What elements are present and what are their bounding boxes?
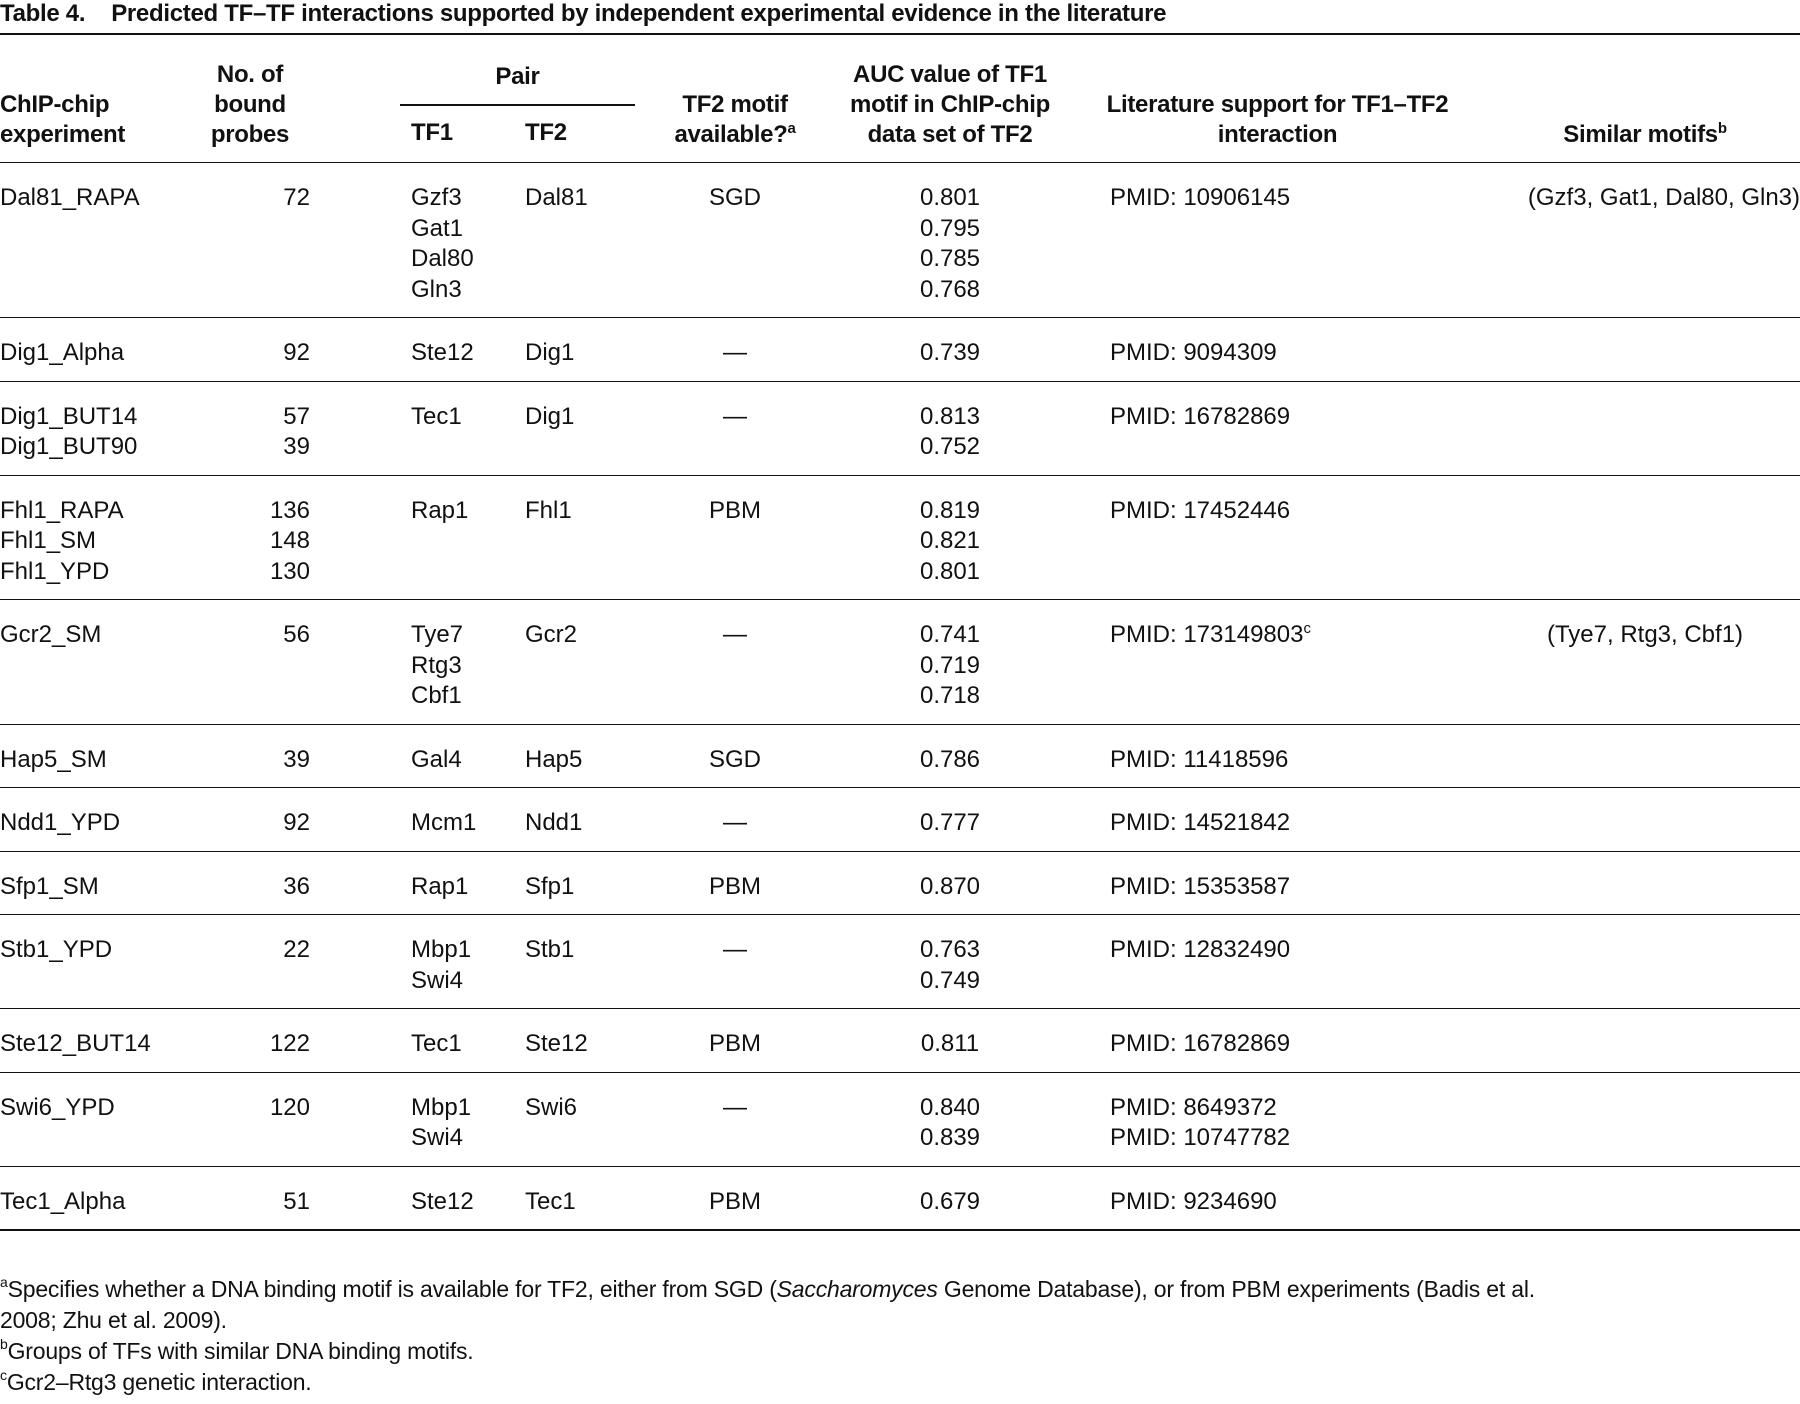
experiment-cell	[0, 163, 190, 318]
similar-motifs-cell	[1490, 1072, 1800, 1166]
auc-cell	[835, 381, 1065, 475]
probes-cell-line: 39	[283, 433, 310, 460]
tf2-cell	[525, 381, 635, 475]
experiment-cell-line: Ste12_BUT14	[0, 1030, 151, 1057]
probes-cell	[190, 1072, 310, 1166]
table-label: Table 4.	[0, 0, 86, 27]
motif-cell-text: —	[723, 621, 747, 648]
probes-cell	[190, 318, 310, 382]
table-row	[0, 600, 1800, 725]
top-rule	[0, 33, 1800, 35]
table-row	[0, 1166, 1800, 1230]
experiment-cell-line: Dig1_BUT90	[0, 433, 138, 460]
footnote-c: $^c$Gcr2–Rtg3 genetic interaction.	[0, 1367, 312, 1395]
probes-cell-line: 51	[283, 1187, 310, 1215]
auc-cell-line: 0.839	[919, 1124, 981, 1151]
tf2-cell-text: Ste12	[525, 1030, 588, 1057]
tf2-cell-text: Sfp1	[525, 872, 575, 900]
motif-cell-text: PBM	[708, 1187, 761, 1215]
experiment-cell-line: Ndd1_YPD	[0, 809, 121, 836]
literature-cell	[1065, 1009, 1490, 1073]
motif-cell-text: —	[723, 339, 747, 366]
similar-motifs-cell	[1490, 724, 1800, 788]
experiment-cell-line: Fhl1_RAPA	[0, 496, 124, 524]
header-similar: Similar motifs$^b$	[1563, 120, 1727, 148]
auc-cell	[835, 915, 1065, 1009]
literature-cell	[1065, 724, 1490, 788]
probes-cell-line: 92	[283, 809, 310, 836]
footnote-b: $^b$Groups of TFs with similar DNA binding motifs.	[0, 1336, 474, 1364]
auc-cell-line: 0.821	[919, 527, 981, 554]
table-row	[0, 381, 1800, 475]
table-caption	[0, 0, 1166, 28]
probes-cell	[190, 788, 310, 852]
tf1-cell-line: Mbp1	[411, 1093, 472, 1121]
probes-cell-line: 136	[269, 496, 310, 524]
tf1-cell	[310, 475, 525, 600]
tf1-cell-line: Dal80	[411, 245, 474, 272]
experiment-cell	[0, 381, 190, 475]
table-row	[0, 1072, 1800, 1166]
probes-cell-line: 122	[269, 1030, 310, 1057]
motif-cell	[635, 1072, 835, 1166]
similar-motifs-cell	[1490, 1166, 1800, 1230]
tf1-cell-line: Rtg3	[411, 651, 462, 679]
motif-cell	[635, 600, 835, 725]
motif-cell	[635, 915, 835, 1009]
tf2-cell	[525, 1009, 635, 1073]
tf2-cell-text: Dig1	[525, 402, 575, 430]
experiment-cell	[0, 851, 190, 915]
auc-cell-line: 0.777	[919, 809, 981, 836]
auc-cell	[835, 788, 1065, 852]
literature-cell	[1065, 1072, 1490, 1166]
probes-cell	[190, 475, 310, 600]
tf1-cell	[310, 724, 525, 788]
probes-cell-line: 72	[283, 184, 310, 211]
auc-cell-line: 0.840	[919, 1093, 981, 1121]
tf1-cell-line: Gal4	[411, 745, 462, 773]
auc-cell-line: 0.679	[919, 1187, 981, 1215]
probes-cell-line: 22	[283, 936, 310, 963]
table-row	[0, 724, 1800, 788]
tf2-cell	[525, 1072, 635, 1166]
motif-cell	[635, 163, 835, 318]
tf2-cell-text: Ndd1	[525, 809, 583, 836]
tf1-cell	[310, 381, 525, 475]
similar-motifs-cell-text: (Gzf3, Gat1, Dal80, Gln3)	[1527, 184, 1800, 211]
experiment-cell-line: Dig1_BUT14	[0, 402, 138, 430]
auc-cell-line: 0.785	[919, 245, 981, 272]
experiment-cell-line: Gcr2_SM	[0, 621, 102, 648]
literature-cell-line: PMID: 10747782	[1110, 1124, 1291, 1151]
auc-cell	[835, 600, 1065, 725]
auc-cell-line: 0.795	[919, 214, 981, 242]
probes-cell-line: 92	[283, 339, 310, 366]
header-auc: AUC value of TF1 motif in ChIP-chip data set of TF2	[850, 61, 1050, 148]
probes-cell	[190, 851, 310, 915]
similar-motifs-cell	[1490, 851, 1800, 915]
literature-cell	[1065, 600, 1490, 725]
tf2-cell-text: Dig1	[525, 339, 575, 366]
tf2-cell	[525, 163, 635, 318]
motif-cell	[635, 788, 835, 852]
tf1-cell	[310, 600, 525, 725]
tf1-cell-line: Ste12	[411, 1187, 474, 1215]
experiment-cell-line: Fhl1_SM	[0, 527, 97, 554]
similar-motifs-cell	[1490, 381, 1800, 475]
probes-cell-line: 39	[283, 745, 310, 773]
probes-cell	[190, 724, 310, 788]
experiment-cell	[0, 788, 190, 852]
tf2-cell-text: Gcr2	[525, 621, 578, 648]
tf1-cell	[310, 788, 525, 852]
auc-cell-line: 0.718	[919, 682, 981, 709]
auc-cell-line: 0.719	[919, 651, 981, 679]
literature-cell-line: PMID: 9094309	[1110, 339, 1277, 366]
auc-cell-line: 0.801	[919, 184, 981, 211]
table-row	[0, 475, 1800, 600]
experiment-cell-line: Fhl1_YPD	[0, 557, 110, 585]
auc-cell-line: 0.741	[919, 621, 981, 648]
footnote-marker: c	[1303, 620, 1311, 637]
motif-cell	[635, 318, 835, 382]
auc-cell	[835, 1009, 1065, 1073]
literature-cell	[1065, 788, 1490, 852]
experiment-cell-line: Hap5_SM	[0, 745, 107, 773]
probes-cell-line: 57	[283, 402, 310, 430]
experiment-cell	[0, 318, 190, 382]
motif-cell	[635, 724, 835, 788]
table-row	[0, 1009, 1800, 1073]
motif-cell-text: PBM	[708, 872, 761, 900]
similar-motifs-cell	[1490, 600, 1800, 725]
auc-cell-line: 0.870	[919, 872, 981, 900]
experiment-cell	[0, 475, 190, 600]
literature-cell-line: PMID: 173149803$^c$	[1110, 620, 1311, 648]
tf2-cell	[525, 724, 635, 788]
literature-cell-line: PMID: 16782869	[1110, 402, 1291, 430]
motif-cell	[635, 1166, 835, 1230]
auc-cell-line: 0.786	[919, 745, 981, 773]
literature-cell-line: PMID: 10906145	[1110, 184, 1291, 211]
literature-cell	[1065, 318, 1490, 382]
tf1-cell-line: Ste12	[411, 339, 474, 366]
header-experiment: ChIP-chip experiment	[0, 91, 126, 148]
tf1-cell-line: Tec1	[411, 1030, 462, 1057]
header-motif: TF2 motif available?$^a$	[674, 91, 796, 148]
pair-divider	[400, 104, 635, 106]
motif-cell-text: PBM	[708, 1030, 761, 1057]
tf1-cell-line: Gln3	[411, 275, 462, 303]
motif-cell	[635, 851, 835, 915]
auc-cell	[835, 318, 1065, 382]
table-row	[0, 318, 1800, 382]
auc-cell	[835, 475, 1065, 600]
auc-cell	[835, 851, 1065, 915]
motif-cell	[635, 381, 835, 475]
tf1-cell	[310, 1166, 525, 1230]
tf1-cell-line: Rap1	[411, 872, 469, 900]
table-title: Predicted TF–TF interactions supported by independent experimental evidence in the literature	[111, 0, 1167, 27]
probes-cell-line: 148	[269, 527, 310, 554]
auc-cell-line: 0.768	[919, 275, 981, 303]
header-pair: Pair	[310, 60, 635, 116]
tf1-cell-line: Rap1	[411, 496, 469, 524]
tf2-cell-text: Tec1	[525, 1187, 576, 1215]
table-row	[0, 163, 1800, 318]
tf1-cell-line: Swi4	[411, 966, 464, 994]
tf2-cell	[525, 600, 635, 725]
similar-motifs-cell	[1490, 788, 1800, 852]
experiment-cell	[0, 724, 190, 788]
literature-cell-line: PMID: 8649372	[1110, 1093, 1277, 1121]
similar-motifs-cell	[1490, 318, 1800, 382]
experiment-cell-line: Dal81_RAPA	[0, 184, 140, 211]
footnotes	[0, 1274, 1800, 1398]
tf1-cell-line: Gzf3	[411, 184, 462, 211]
experiment-cell	[0, 915, 190, 1009]
table-row	[0, 915, 1800, 1009]
tf2-cell-text: Fhl1	[525, 496, 572, 524]
motif-cell	[635, 475, 835, 600]
literature-cell-line: PMID: 17452446	[1110, 496, 1291, 524]
similar-motifs-cell-text: (Tye7, Rtg3, Cbf1)	[1546, 621, 1744, 648]
probes-cell-line: 120	[269, 1093, 310, 1121]
experiment-cell-line: Swi6_YPD	[0, 1093, 115, 1121]
tf-interactions-table	[0, 36, 1800, 1231]
footnote-a: $^a$Specifies whether a DNA binding motif is available for TF2, either from SGD (Saccharomyces Genome Database), or from PBM experiments (Badis et al.	[0, 1274, 1535, 1302]
experiment-cell	[0, 1166, 190, 1230]
experiment-cell	[0, 1009, 190, 1073]
literature-cell	[1065, 163, 1490, 318]
experiment-cell-line: Dig1_Alpha	[0, 339, 125, 366]
tf2-cell	[525, 851, 635, 915]
experiment-cell-line: Tec1_Alpha	[0, 1187, 126, 1215]
tf1-cell	[310, 915, 525, 1009]
tf1-cell-line: Gat1	[411, 214, 464, 242]
tf2-cell	[525, 788, 635, 852]
header-probes: No. of bound probes	[210, 61, 290, 148]
table-row	[0, 851, 1800, 915]
table-body	[0, 163, 1800, 1231]
auc-cell-line: 0.813	[919, 402, 981, 430]
similar-motifs-cell	[1490, 1009, 1800, 1073]
tf2-cell-text: Swi6	[525, 1093, 578, 1121]
tf1-cell-line: Swi4	[411, 1124, 464, 1151]
tf1-cell-line: Mcm1	[411, 809, 477, 836]
header-tf1: TF1	[411, 119, 453, 146]
similar-motifs-cell	[1490, 475, 1800, 600]
similar-motifs-cell	[1490, 915, 1800, 1009]
experiment-cell-line: Sfp1_SM	[0, 872, 99, 900]
motif-cell-text: —	[723, 809, 747, 836]
header-literature: Literature support for TF1–TF2 interaction	[1106, 91, 1449, 148]
tf1-cell-line: Cbf1	[411, 682, 462, 709]
tf2-cell	[525, 915, 635, 1009]
literature-cell-line: PMID: 16782869	[1110, 1030, 1291, 1057]
experiment-cell	[0, 1072, 190, 1166]
header-tf2: TF2	[525, 119, 567, 146]
tf1-cell-line: Tec1	[411, 402, 462, 430]
probes-cell	[190, 381, 310, 475]
auc-cell-line: 0.749	[919, 966, 981, 994]
tf2-cell-text: Stb1	[525, 936, 575, 963]
literature-cell	[1065, 851, 1490, 915]
motif-cell-text: SGD	[708, 745, 761, 773]
auc-cell-line: 0.763	[919, 936, 981, 963]
probes-cell	[190, 915, 310, 1009]
tf1-cell	[310, 1072, 525, 1166]
auc-cell-line: 0.752	[919, 433, 981, 460]
tf2-cell	[525, 318, 635, 382]
footnote-a-cont: 2008; Zhu et al. 2009).	[0, 1307, 227, 1333]
literature-cell	[1065, 475, 1490, 600]
tf2-cell	[525, 475, 635, 600]
auc-cell	[835, 163, 1065, 318]
motif-cell-text: —	[723, 936, 747, 963]
literature-cell	[1065, 915, 1490, 1009]
literature-cell	[1065, 381, 1490, 475]
auc-cell	[835, 1072, 1065, 1166]
auc-cell	[835, 724, 1065, 788]
tf1-cell-line: Mbp1	[411, 936, 472, 963]
tf1-cell	[310, 163, 525, 318]
tf1-cell-line: Tye7	[411, 621, 464, 648]
auc-cell-line: 0.739	[919, 339, 981, 366]
experiment-cell-line: Stb1_YPD	[0, 936, 113, 963]
probes-cell	[190, 600, 310, 725]
auc-cell	[835, 1166, 1065, 1230]
table-row	[0, 788, 1800, 852]
literature-cell-line: PMID: 9234690	[1110, 1187, 1277, 1215]
probes-cell	[190, 1009, 310, 1073]
tf2-cell-text: Hap5	[525, 745, 583, 773]
tf1-cell	[310, 1009, 525, 1073]
probes-cell-line: 36	[283, 872, 310, 900]
motif-cell-text: —	[723, 402, 747, 430]
literature-cell-line: PMID: 14521842	[1110, 809, 1291, 836]
literature-cell	[1065, 1166, 1490, 1230]
similar-motifs-cell	[1490, 163, 1800, 318]
tf2-cell-text: Dal81	[525, 184, 588, 211]
probes-cell	[190, 163, 310, 318]
tf1-cell	[310, 318, 525, 382]
auc-cell-line: 0.811	[920, 1030, 980, 1057]
probes-cell-line: 130	[269, 557, 310, 585]
tf1-cell	[310, 851, 525, 915]
motif-cell-text: —	[723, 1093, 747, 1121]
motif-cell-text: SGD	[708, 184, 761, 211]
literature-cell-line: PMID: 12832490	[1110, 936, 1291, 963]
literature-cell-line: PMID: 11418596	[1110, 745, 1289, 773]
probes-cell-line: 56	[283, 621, 310, 648]
experiment-cell	[0, 600, 190, 725]
literature-cell-line: PMID: 15353587	[1110, 872, 1291, 900]
tf2-cell	[525, 1166, 635, 1230]
auc-cell-line: 0.801	[919, 557, 981, 585]
motif-cell	[635, 1009, 835, 1073]
probes-cell	[190, 1166, 310, 1230]
auc-cell-line: 0.819	[919, 496, 981, 524]
motif-cell-text: PBM	[708, 496, 761, 524]
